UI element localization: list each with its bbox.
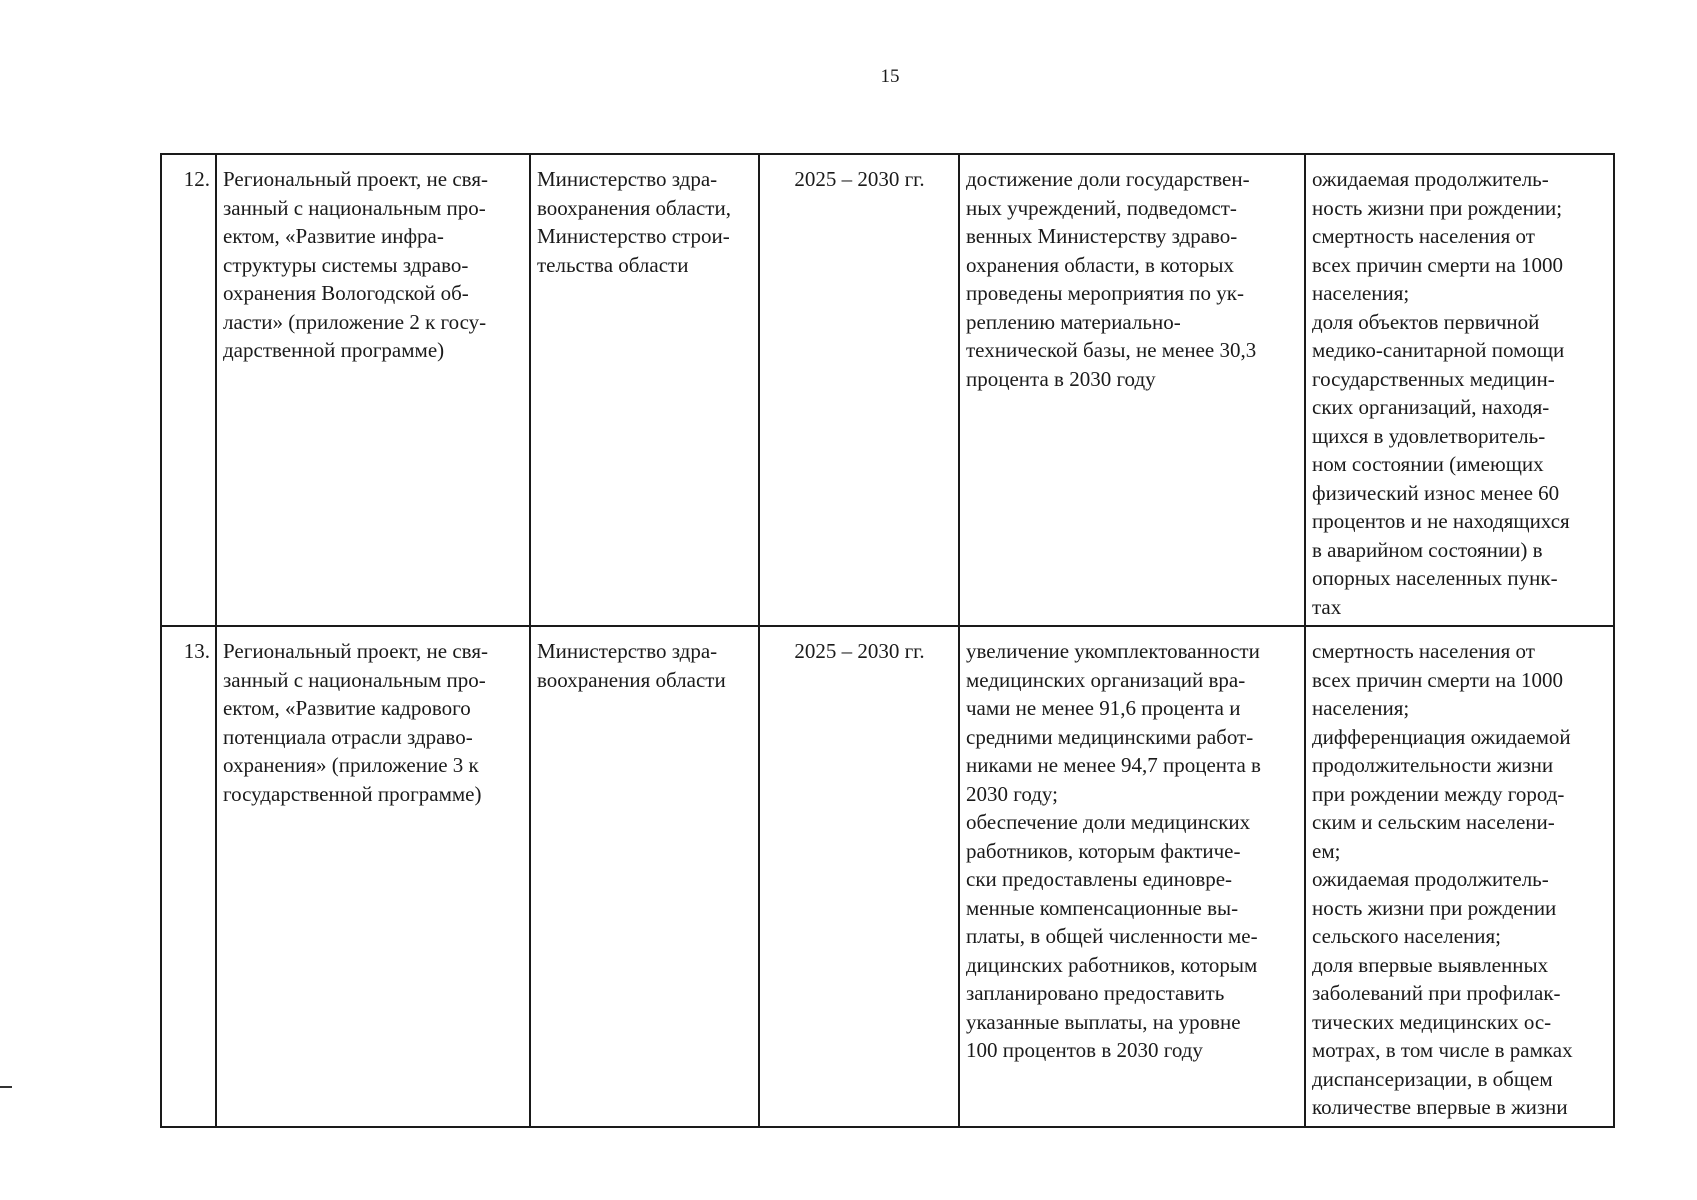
indicators-line: заболеваний при профилак- [1312,981,1561,1005]
responsible-line: воохранения области [537,667,726,692]
project-line: ектом, «Развитие инфра- [223,224,444,248]
project-line: Региональный проект, не свя- [223,167,488,191]
result-line: технической базы, не менее 30,3 [966,338,1257,362]
indicators-line: диспансеризации, в общем [1312,1066,1553,1091]
result-line: увеличение укомплектованности [966,639,1260,663]
indicators-line: доля объектов первичной [1312,309,1540,334]
project-line: дарственной программе) [223,338,445,362]
responsible-line: Министерство здра- [537,639,718,663]
indicators-line: ожидаемая продолжитель- [1312,167,1549,191]
result-line: ски предоставлены единовре- [966,867,1233,891]
result-line: 2030 году; [966,781,1058,806]
project-line: занный с национальным про- [223,667,486,692]
indicators-line: продолжительности жизни [1312,753,1554,777]
table-row [161,626,1614,1127]
project-line: Региональный проект, не свя- [223,639,488,663]
result-line: венных Министерству здраво- [966,224,1238,248]
result-line: ных учреждений, подведомст- [966,195,1237,220]
result-line: дицинских работников, которым [966,952,1258,977]
result-line: чами не менее 91,6 процента и [966,696,1241,720]
project-line: структуры системы здраво- [223,252,469,277]
project-line: охранения Вологодской об- [223,281,469,305]
indicators-line: населения; [1312,696,1410,720]
indicators-line: доля впервые выявленных [1312,952,1549,977]
indicators-line: ожидаемая продолжитель- [1312,867,1549,891]
result-cell [959,626,1305,1127]
result-line: никами не менее 94,7 процента в [966,753,1261,777]
result-cell [959,154,1305,626]
result-line: процента в 2030 году [966,366,1156,391]
responsible-line: воохранения области, [537,195,731,220]
project-line: ласти» (приложение 2 к госу- [223,309,487,334]
indicators-line: количестве впервые в жизни [1312,1095,1568,1119]
indicators-line: процентов и не находящихся [1312,509,1570,533]
result-line: проведены мероприятия по ук- [966,281,1244,305]
responsible-line: Министерство здра- [537,167,718,191]
project-line: государственной программе) [223,781,482,806]
responsible-line: тельства области [537,252,689,277]
indicators-line: ность жизни при рождении; [1312,195,1563,220]
indicators-cell [1305,154,1614,626]
project-line: потенциала отрасли здраво- [223,724,473,749]
indicators-line: тических медицинских ос- [1312,1009,1552,1034]
indicators-line: ских организаций, находя- [1312,395,1550,419]
indicators-line: при рождении между город- [1312,781,1565,806]
result-line: охранения области, в которых [966,252,1234,277]
result-line: менные компенсационные вы- [966,895,1239,920]
project-line: занный с национальным про- [223,195,486,220]
indicators-line: ем; [1312,838,1341,863]
result-line: 100 процентов в 2030 году [966,1038,1203,1062]
result-line: запланировано предоставить [966,981,1225,1005]
project-line: ектом, «Развитие кадрового [223,696,471,720]
result-line: работников, которым фактиче- [966,838,1241,863]
project-name-cell [216,154,530,626]
row-number: 13. [161,626,216,1127]
indicators-line: ном состоянии (имеющих [1312,452,1544,476]
responsible-cell [530,154,759,626]
period-cell: 2025 – 2030 гг. [759,626,959,1127]
indicators-line: смертность населения от [1312,639,1535,663]
responsible-cell [530,626,759,1127]
result-line: достижение доли государствен- [966,167,1250,191]
result-line: обеспечение доли медицинских [966,810,1251,834]
indicators-line: физический износ менее 60 [1312,480,1560,505]
project-name-cell [216,626,530,1127]
result-line: реплению материально- [966,309,1181,334]
indicators-line: щихся в удовлетворитель- [1312,423,1546,448]
indicators-line: смертность населения от [1312,224,1535,248]
result-line: медицинских организаций вра- [966,667,1246,692]
result-line: указанные выплаты, на уровне [966,1009,1241,1034]
row-number: 12. [161,154,216,626]
indicators-line: ским и сельским населени- [1312,810,1555,834]
responsible-line: Министерство строи- [537,224,730,248]
period-cell: 2025 – 2030 гг. [759,154,959,626]
indicators-line: ность жизни при рождении [1312,895,1557,920]
result-line: платы, в общей численности ме- [966,924,1258,948]
indicators-line: мотрах, в том числе в рамках [1312,1038,1573,1062]
indicators-line: опорных населенных пунк- [1312,566,1558,590]
project-line: охранения» (приложение 3 к [223,753,479,777]
indicators-line: медико-санитарной помощи [1312,338,1565,362]
indicators-line: сельского населения; [1312,924,1501,948]
indicators-line: в аварийном состоянии) в [1312,537,1543,562]
indicators-line: населения; [1312,281,1410,305]
indicators-line: тах [1312,594,1342,619]
program-table [160,153,1615,1128]
indicators-line: дифференциация ожидаемой [1312,724,1571,749]
indicators-cell [1305,626,1614,1127]
indicators-line: всех причин смерти на 1000 [1312,252,1564,277]
page-number: 15 [880,66,900,87]
margin-mark [0,1086,12,1088]
result-line: средними медицинскими работ- [966,724,1254,749]
indicators-line: всех причин смерти на 1000 [1312,667,1564,692]
table-row [161,154,1614,626]
indicators-line: государственных медицин- [1312,366,1555,391]
